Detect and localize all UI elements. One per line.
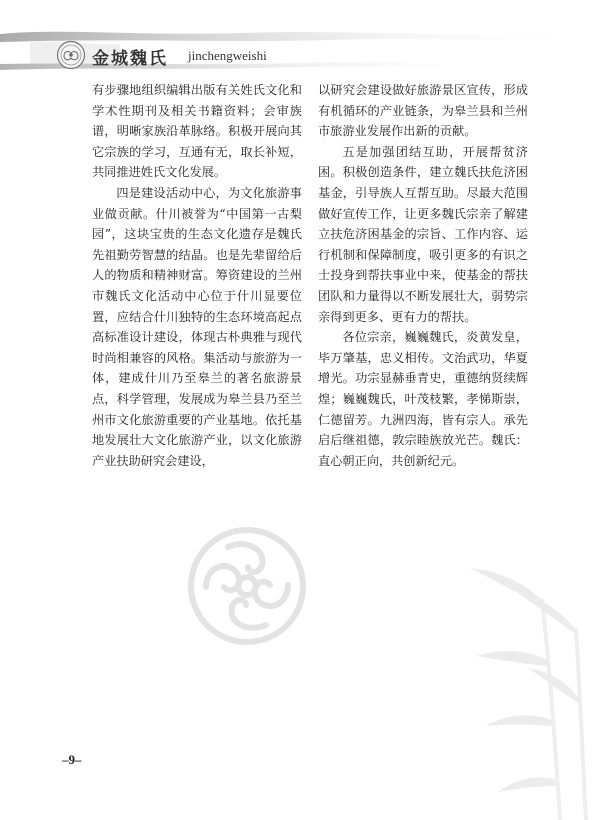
paragraph: 五是加强团结互助，开展帮贫济困。积极创造条件，建立魏氏扶危济困基金，引导族人互帮互助。尽最大范围做好宣传工作，让更多魏氏宗亲了解建立扶危济困基金的宗旨、工作内容、运行机制和保障制度，吸引更多的有识之士投身到帮扶事业中来，使基金的帮扶团队和力量得以不断发展壮大，弱势宗亲得到更多、更有力的帮扶。 — [318, 144, 528, 324]
right-column — [318, 80, 528, 471]
cloud-seal-icon — [56, 40, 86, 70]
page-header — [0, 0, 600, 78]
bamboo-watermark-icon — [410, 420, 600, 820]
auspicious-cloud-roundel-icon — [186, 525, 308, 647]
paragraph: 四是建设活动中心，为文化旅游事业做贡献。什川被誉为“中国第一古梨园”，这块宝贵的生态文化遗存是魏氏先祖勤劳智慧的结晶。也是先辈留给后人的物质和精神财富。筹资建设的兰州市魏氏文化活动中心位于什川显要位置，应结合什川独特的生态环境高起点高标准设计建设，体现古朴典雅与现代时尚相兼容的风格。集活动与旅游为一体，建成什川乃至皋兰的著名旅游景点，科学管理，发展成为皋兰县乃至兰州市文化旅游重要的产业基地。依托基地发展壮大文化旅游产业，以文化旅游产业扶助研究会建设， — [92, 185, 302, 468]
page-number: –9– — [62, 752, 82, 767]
ink-wash-banner — [0, 0, 600, 78]
paragraph: 有步骤地组织编辑出版有关姓氏文化和学术性期刊及相关书籍资料；会审族谱，明晰家族沿革脉络。积极开展向其它宗族的学习，互通有无，取长补短，共同推进姓氏文化发展。 — [92, 83, 302, 180]
paragraph: 各位宗亲，巍巍魏氏，炎黄发皇，毕万肇基，忠义相传。文治武功，华夏增光。功宗显赫垂青史，重德纳贤续辉煌；巍巍魏氏，叶茂枝繁，孝悌斯崇，仁德留芳。九洲四海，皆有宗人。承先启后继祖德，敦宗睦族放光芒。魏氏：直心朝正向，共创新纪元。 — [318, 330, 528, 468]
left-column — [92, 80, 302, 471]
publication-title: 金城魏氏 — [92, 49, 168, 69]
publication-pinyin: jinchengweishi — [188, 48, 267, 63]
paragraph: 以研究会建设做好旅游景区宣传，形成有机循环的产业链条，为皋兰县和兰州市旅游业发展作出新的贡献。 — [318, 83, 528, 139]
